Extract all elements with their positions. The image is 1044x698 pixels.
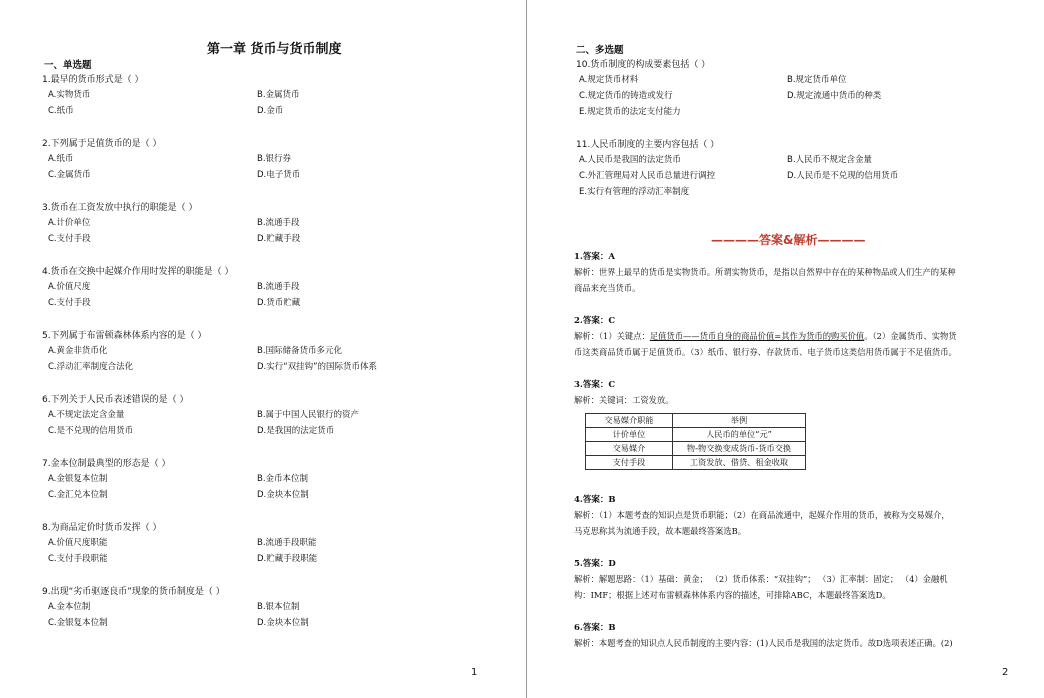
table-cell: 工资发放、借贷、租金收取 (673, 456, 806, 470)
explanation-line (574, 330, 957, 342)
answer-heading: 2.答案：C (574, 316, 616, 326)
question-text: 3.货币在工资发放中执行的职能是（ ） (42, 203, 198, 213)
option-b: B.属于中国人民银行的资产 (257, 410, 360, 420)
option-a: A.规定货币材料 (579, 75, 639, 85)
option-a: A.不规定法定含金量 (48, 410, 125, 420)
explanation-line: 解析：关键词：工资发放。 (574, 395, 674, 405)
option-c: C.支付手段 (48, 234, 91, 244)
table-header-cell: 举例 (673, 414, 806, 428)
option-d: D.贮藏手段职能 (257, 554, 318, 564)
explanation-line: 解析：解题思路：（1）基础：黄金； （2）货币体系：“双挂钩”； （3）汇率制：固定； （4）金融机 (574, 574, 948, 584)
option-b: B.金币本位制 (257, 474, 309, 484)
option-d: D.实行“双挂钩”的国际货币体系 (257, 362, 378, 372)
question-text: 11.人民币制度的主要内容包括（ ） (576, 140, 720, 150)
option-a: A.人民币是我国的法定货币 (579, 155, 681, 165)
question-text: 2.下列属于足值货币的是（ ） (42, 139, 162, 149)
key-point-underlined: 足值货币——货币自身的商品价值=其作为货币的购买价值 (649, 331, 865, 341)
option-d: D.金块本位制 (257, 618, 309, 628)
explanation-line: 解析：（1）本题考查的知识点是货币职能；（2）在商品流通中，起媒介作用的货币，被称为交易媒介， (574, 510, 950, 520)
chapter-title: 第一章 货币与货币制度 (207, 42, 342, 57)
option-b: B.人民币不规定含金量 (787, 155, 873, 165)
table-row (586, 456, 806, 470)
page-number: 1 (471, 667, 478, 678)
answer-heading: 1.答案：A (574, 252, 615, 262)
option-c: C.支付手段职能 (48, 554, 108, 564)
page-number: 2 (1002, 667, 1009, 678)
answer-heading: 5.答案：D (574, 559, 616, 569)
table-row (586, 442, 806, 456)
explanation-text: 。（2）金属货币、实物货 (864, 331, 957, 341)
explanation-line: 解析：本题考查的知识点人民币制度的主要内容：(1)人民币是我国的法定货币。故D选项表述正确。(2) (574, 638, 953, 648)
table-header-row (586, 414, 806, 428)
table-cell: 交易媒介 (586, 442, 673, 456)
option-b: B.流通手段 (257, 218, 300, 228)
question-text: 5.下列属于布雷顿森林体系内容的是（ ） (42, 331, 207, 341)
explanation-text: 解析：（1）关键点： (574, 331, 650, 341)
option-a: A.金本位制 (48, 602, 91, 612)
option-a: A.纸币 (48, 154, 74, 164)
option-a: A.价值尺度职能 (48, 538, 108, 548)
table-cell: 支付手段 (586, 456, 673, 470)
option-c: C.是不兑现的信用货币 (48, 426, 134, 436)
option-c: C.外汇管理局对人民币总量进行调控 (579, 171, 716, 181)
explanation-line: 解析：世界上最早的货币是实物货币。所谓实物货币，是指以自然界中存在的某种物品或人们生产的某种 (574, 267, 956, 277)
page-divider (526, 0, 527, 698)
section-heading-single-choice: 一、单选题 (44, 60, 92, 71)
question-text: 10.货币制度的构成要素包括（ ） (576, 60, 711, 70)
option-c: C.金银复本位制 (48, 618, 108, 628)
question-text: 6.下列关于人民币表述错误的是（ ） (42, 395, 189, 405)
section-heading-multiple-choice: 二、多选题 (576, 45, 624, 56)
explanation-line: 商品来充当货币。 (574, 283, 641, 293)
option-a: A.黄金非货币化 (48, 346, 108, 356)
table-cell: 人民币的单位“元” (673, 428, 806, 442)
option-d: D.金币 (257, 106, 284, 116)
option-c: C.浮动汇率制度合法化 (48, 362, 134, 372)
option-a: A.价值尺度 (48, 282, 91, 292)
table-cell: 计价单位 (586, 428, 673, 442)
option-a: A.金银复本位制 (48, 474, 108, 484)
question-text: 4.货币在交换中起媒介作用时发挥的职能是（ ） (42, 267, 234, 277)
option-c: C.规定货币的铸造或发行 (579, 91, 673, 101)
answer-heading: 3.答案：C (574, 380, 616, 390)
option-d: D.货币贮藏 (257, 298, 301, 308)
option-d: D.贮藏手段 (257, 234, 301, 244)
option-b: B.金属货币 (257, 90, 300, 100)
option-d: D.规定流通中货币的种类 (787, 91, 882, 101)
option-d: D.是我国的法定货币 (257, 426, 335, 436)
explanation-line: 马克思称其为流通手段，故本题最终答案选B。 (574, 526, 747, 536)
option-c: C.支付手段 (48, 298, 91, 308)
question-text: 7.金本位制最典型的形态是（ ） (42, 459, 171, 469)
explanation-line: 构：IMF；根据上述对布雷顿森林体系内容的描述，可排除ABC，本题最终答案选D。 (574, 590, 891, 600)
answer-section-title: ————答案&解析———— (711, 233, 866, 247)
option-b: B.流通手段 (257, 282, 300, 292)
table-header-cell: 交易媒介职能 (586, 414, 673, 428)
option-c: C.金属货币 (48, 170, 91, 180)
option-b: B.流通手段职能 (257, 538, 317, 548)
option-d: D.金块本位制 (257, 490, 309, 500)
question-text: 9.出现“劣币驱逐良币”现象的货币制度是（ ） (42, 587, 225, 597)
option-c: C.金汇兑本位制 (48, 490, 108, 500)
option-c: C.纸币 (48, 106, 74, 116)
function-examples-table (585, 413, 806, 470)
option-d: D.电子货币 (257, 170, 301, 180)
option-e: E.规定货币的法定支付能力 (579, 107, 681, 117)
option-d: D.人民币是不兑现的信用货币 (787, 171, 899, 181)
answer-heading: 4.答案：B (574, 495, 616, 505)
option-a: A.实物货币 (48, 90, 91, 100)
document-page-2 (528, 0, 1044, 698)
option-b: B.国际储备货币多元化 (257, 346, 343, 356)
explanation-line: 币这类商品货币属于足值货币。（3）纸币、银行券、存款货币、电子货币这类信用货币属于不足值货币。 (574, 347, 957, 357)
question-text: 1.最早的货币形式是（ ） (42, 75, 144, 85)
option-a: A.计价单位 (48, 218, 91, 228)
table-row (586, 428, 806, 442)
answer-heading: 6.答案：B (574, 623, 616, 633)
option-b: B.银行券 (257, 154, 292, 164)
option-e: E.实行有管理的浮动汇率制度 (579, 187, 690, 197)
table-cell: 物-物交换变成货币-货币交换 (673, 442, 806, 456)
question-text: 8.为商品定价时货币发挥（ ） (42, 523, 162, 533)
option-b: B.规定货币单位 (787, 75, 847, 85)
option-b: B.银本位制 (257, 602, 300, 612)
